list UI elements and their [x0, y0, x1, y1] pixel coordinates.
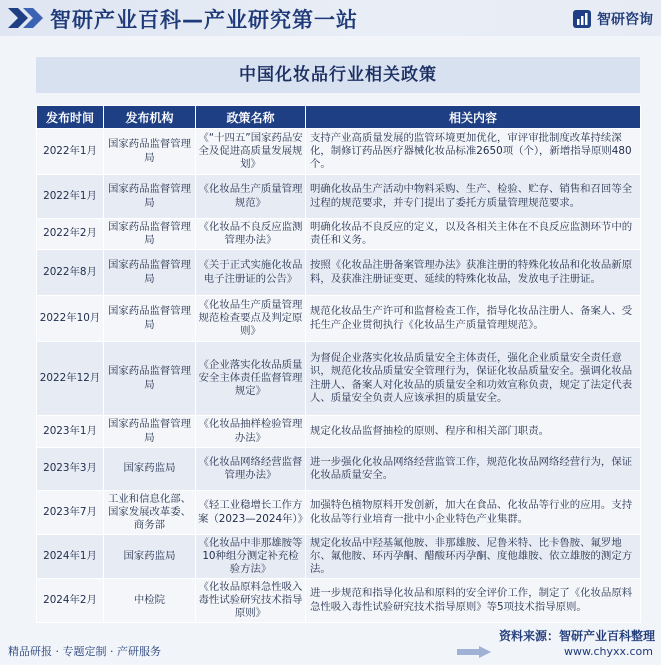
table-row: [37, 296, 641, 342]
column-header-date: 发布时间: [37, 106, 104, 129]
cell-date: 2022年1月: [37, 129, 104, 175]
cell-content: 进一步强化化妆品网络经营监管工作，规范化妆品网络经营行为，保证化妆品质量安全。: [306, 448, 641, 491]
cell-agency: 国家药品监督管理局: [104, 342, 196, 416]
cell-content: 规范化妆品生产许可和监督检查工作，指导化妆品注册人、备案人、受托生产企业贯彻执行《化妆品生产质量管理规范》。: [306, 296, 641, 342]
cell-agency: 国家药品监督管理局: [104, 175, 196, 219]
cell-content: 规定化妆品监督抽检的原则、程序和相关部门职责。: [306, 416, 641, 448]
cell-agency: 国家药品监督管理局: [104, 296, 196, 342]
page-title: 中国化妆品行业相关政策: [36, 57, 640, 93]
table-row: [37, 579, 641, 623]
cell-policy: 《化妆品抽样检验管理办法》: [196, 416, 306, 448]
cell-policy: 《化妆品原料急性吸入毒性试验研究技术指导原则》: [196, 579, 306, 623]
cell-agency: 国家药品监督管理局: [104, 250, 196, 296]
cell-date: 2022年1月: [37, 175, 104, 219]
cell-policy: 《化妆品生产质量管理规范检查要点及判定原则》: [196, 296, 306, 342]
cell-content: 支持产业高质量发展的监管环境更加优化，审评审批制度改革持续深化，制修订药品医疗器械化妆品标准2650项（个），新增指导原则480个。: [306, 129, 641, 175]
cell-agency: 工业和信息化部、国家发展改革委、商务部: [104, 491, 196, 535]
table-row: [37, 129, 641, 175]
cell-agency: 国家药监局: [104, 535, 196, 579]
cell-date: 2022年12月: [37, 342, 104, 416]
brand-name: 智研咨询: [597, 12, 653, 28]
cell-content: 加强特色植物原料开发创新，加大在食品、化妆品等行业的应用。支持化妆品等行业培育一批中小企业特色产业集群。: [306, 491, 641, 535]
cell-agency: 中检院: [104, 579, 196, 623]
cell-content: 为督促企业落实化妆品质量安全主体责任，强化企业质量安全责任意识，规范化妆品质量安全管理行为，保证化妆品质量安全。强调化妆品注册人、备案人对化妆品的质量安全和功效宣称负责，规定了法定代表人、质量安全负责人应该承担的质量安全。: [306, 342, 641, 416]
cell-policy: 《关于正式实施化妆品电子注册证的公告》: [196, 250, 306, 296]
cell-policy: 《化妆品生产质量管理规范》: [196, 175, 306, 219]
site-title: 智研产业百科—产业研究第一站: [50, 8, 358, 32]
table-row: [37, 342, 641, 416]
double-chevron-icon: [6, 6, 46, 30]
cell-policy: 《企业落实化妆品质量安全主体责任监督管理规定》: [196, 342, 306, 416]
cell-content: 明确化妆品生产活动中物料采购、生产、检验、贮存、销售和召回等全过程的规范要求，并专门提出了委托方质量管理规范要求。: [306, 175, 641, 219]
cell-content: 规定化妆品中羟基氟他胺、非那雄胺、尼鲁米特、比卡鲁胺、氟罗地尔、氟他胺、环丙孕酮、醋酸环丙孕酮、度他雄胺、依立雄胺的测定方法。: [306, 535, 641, 579]
cell-date: 2023年1月: [37, 416, 104, 448]
cell-date: 2024年2月: [37, 579, 104, 623]
cell-date: 2022年2月: [37, 219, 104, 250]
column-header-content: 相关内容: [306, 106, 641, 129]
brand[interactable]: [572, 8, 653, 30]
cell-date: 2024年1月: [37, 535, 104, 579]
table-row: [37, 535, 641, 579]
cell-policy: 《轻工业稳增长工作方案（2023—2024年）》: [196, 491, 306, 535]
cell-policy: 《化妆品网络经营监督管理办法》: [196, 448, 306, 491]
source-note: 资料来源：智研产业百科整理: [498, 629, 655, 643]
brand-logo-icon: [572, 9, 592, 29]
cell-agency: 国家药品监督管理局: [104, 219, 196, 250]
cell-policy: 《化妆品中非那雄胺等10种组分测定补充检验方法》: [196, 535, 306, 579]
footer-tagline: 精品研报 · 专题定制 · 产研服务: [8, 645, 161, 658]
cell-policy: 《化妆品不良反应监测管理办法》: [196, 219, 306, 250]
arrow-icon: [457, 646, 491, 658]
table-row: [37, 175, 641, 219]
policy-table: [36, 105, 641, 623]
table-row: [37, 250, 641, 296]
column-header-agency: 发布机构: [104, 106, 196, 129]
cell-policy: 《“十四五”国家药品安全及促进高质量发展规划》: [196, 129, 306, 175]
cell-content: 进一步规范和指导化妆品和原料的安全评价工作，制定了《化妆品原料急性吸入毒性试验研究技术指导原则》等5项技术指导原则。: [306, 579, 641, 623]
table-row: [37, 416, 641, 448]
cell-agency: 国家药品监督管理局: [104, 416, 196, 448]
footer-url[interactable]: www.chyxx.com: [563, 645, 653, 658]
table-row: [37, 491, 641, 535]
cell-date: 2022年10月: [37, 296, 104, 342]
cell-agency: 国家药品监督管理局: [104, 129, 196, 175]
cell-date: 2022年8月: [37, 250, 104, 296]
cell-agency: 国家药监局: [104, 448, 196, 491]
cell-content: 明确化妆品不良反应的定义，以及各相关主体在不良反应监测环节中的责任和义务。: [306, 219, 641, 250]
column-header-policy: 政策名称: [196, 106, 306, 129]
cell-date: 2023年3月: [37, 448, 104, 491]
cell-date: 2023年7月: [37, 491, 104, 535]
cell-content: 按照《化妆品注册备案管理办法》获准注册的特殊化妆品和化妆品新原料，及获准注册证变更、延续的特殊化妆品，发放电子注册证。: [306, 250, 641, 296]
top-banner: [0, 0, 661, 36]
table-row: [37, 448, 641, 491]
table-header-row: [37, 106, 641, 129]
table-row: [37, 219, 641, 250]
